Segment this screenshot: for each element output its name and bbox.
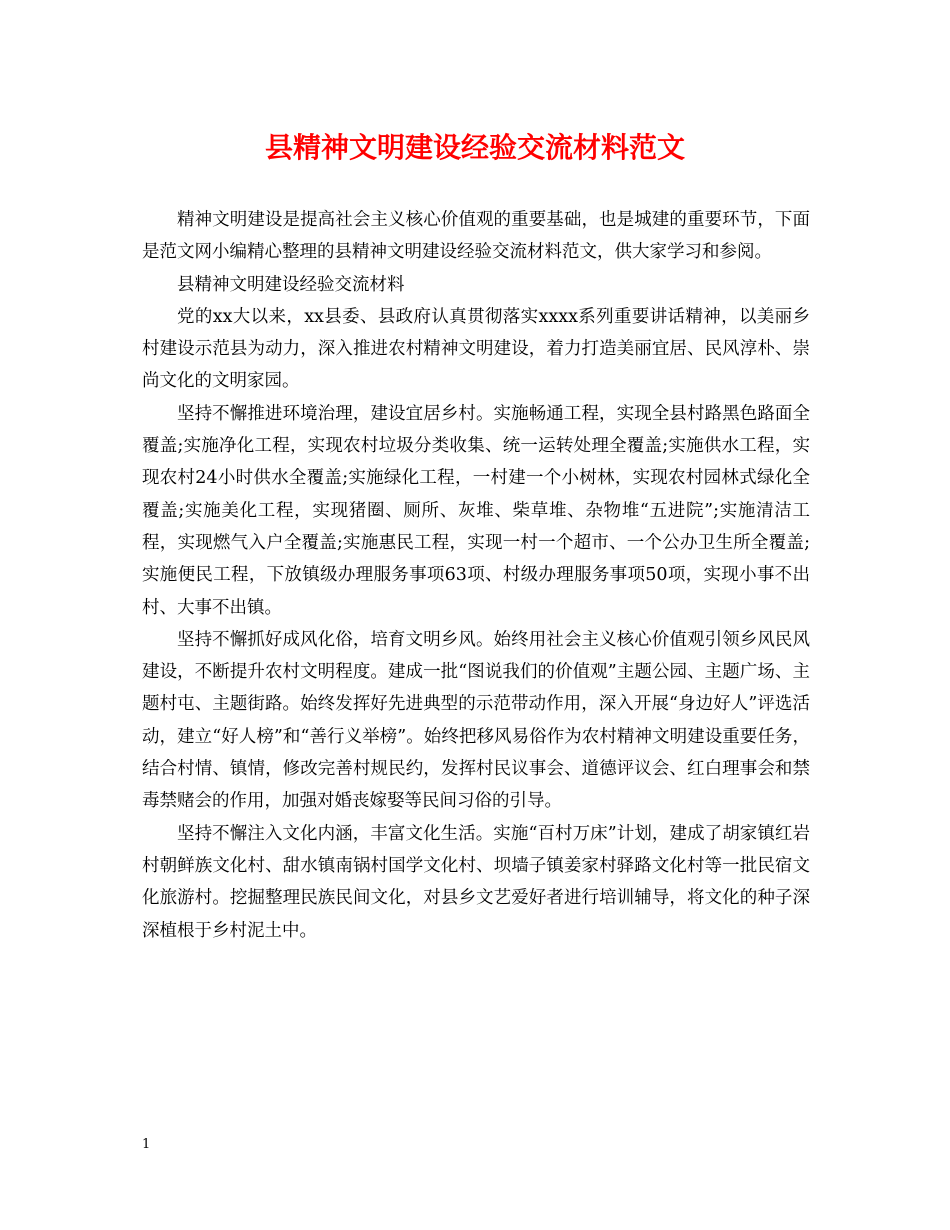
- section-heading: 县精神文明建设经验交流材料: [177, 274, 405, 295]
- body-paragraph: 坚持不懈推进环境治理，建设宜居乡村。实施畅通工程，实现全县村路黑色路面全覆盖;实施净化工程，实现农村垃圾分类收集、统一运转处理全覆盖;实施供水工程，实现农村24小时供水全覆盖;实施绿化工程，一村建一个小树林，实现农村园林式绿化全覆盖;实施美化工程，实现猪圈、厕所、灰堆、柴草堆、杂物堆“五进院”;实施清洁工程，实现燃气入户全覆盖;实施惠民工程，实现一村一个超市、一个公办卫生所全覆盖;实施便民工程，下放镇级办理服务事项63项、村级办理服务事项50项，实现小事不出村、大事不出镇。: [142, 403, 810, 618]
- intro-paragraph: 精神文明建设是提高社会主义核心价值观的重要基础，也是城建的重要环节，下面是范文网小编精心整理的县精神文明建设经验交流材料范文，供大家学习和参阅。: [142, 210, 810, 263]
- body-paragraph: 坚持不懈注入文化内涵，丰富文化生活。实施“百村万床”计划，建成了胡家镇红岩村朝鲜族文化村、甜水镇南锅村国学文化村、坝墙子镇姜家村驿路文化村等一批民宿文化旅游村。挖掘整理民族民间文化，对县乡文艺爱好者进行培训辅导，将文化的种子深深植根于乡村泥土中。: [142, 823, 810, 941]
- body-paragraph: 党的xx大以来，xx县委、县政府认真贯彻落实xxxx系列重要讲话精神，以美丽乡村建设示范县为动力，深入推进农村精神文明建设，着力打造美丽宜居、民风淳朴、崇尚文化的文明家园。: [142, 306, 810, 392]
- body-paragraph: 坚持不懈抓好成风化俗，培育文明乡风。始终用社会主义核心价值观引领乡风民风建设，不断提升农村文明程度。建成一批“图说我们的价值观”主题公园、主题广场、主题村屯、主题街路。始终发挥好先进典型的示范带动作用，深入开展“身边好人”评选活动，建立“好人榜”和“善行义举榜”。始终把移风易俗作为农村精神文明建设重要任务，结合村情、镇情，修改完善村规民约，发挥村民议事会、道德评议会、红白理事会和禁毒禁赌会的作用，加强对婚丧嫁娶等民间习俗的引导。: [142, 629, 810, 812]
- document-title: 县精神文明建设经验交流材料范文: [264, 131, 685, 164]
- page-number: 1: [142, 1137, 151, 1152]
- document-body: [142, 204, 810, 947]
